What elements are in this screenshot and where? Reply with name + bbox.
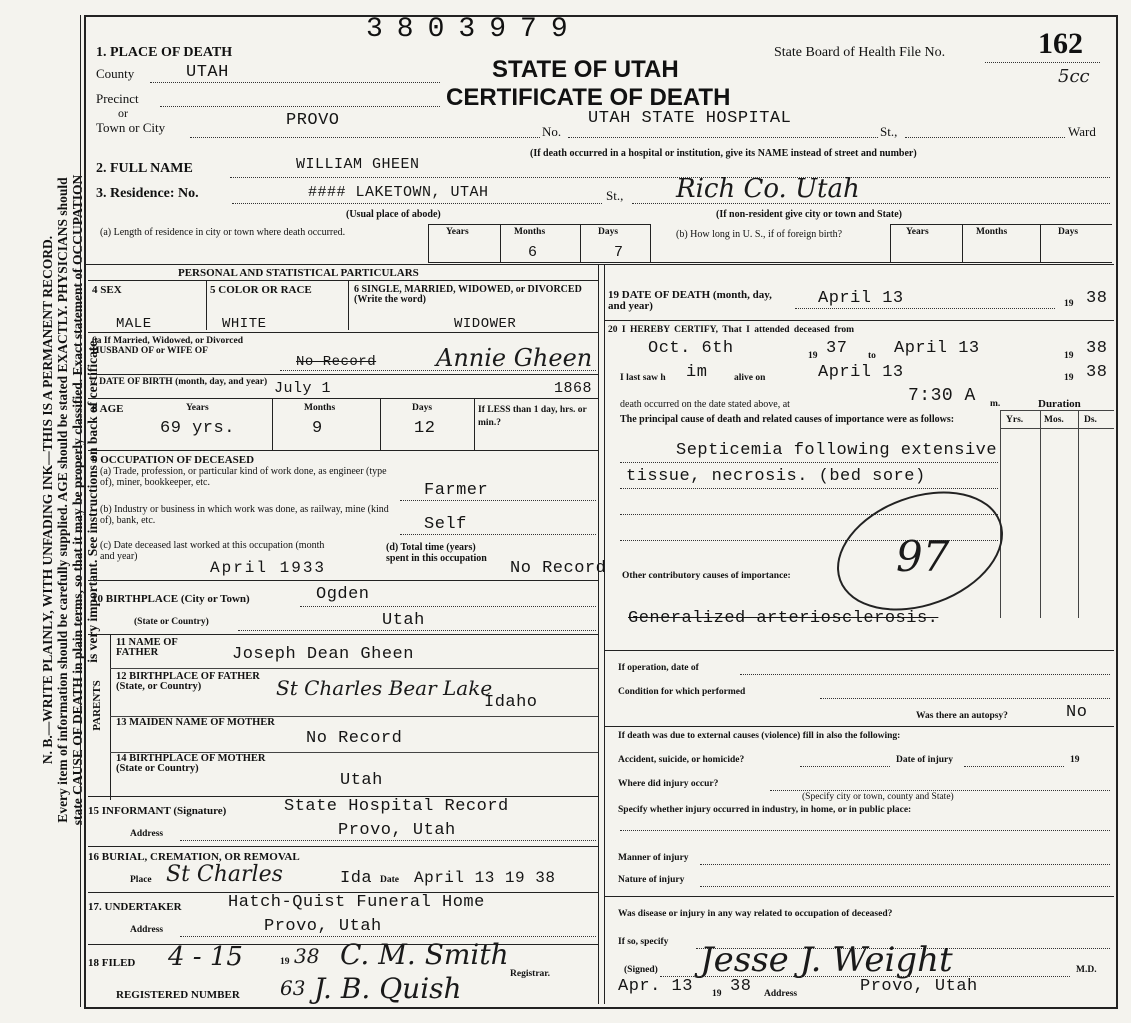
us-box-bottom [650, 262, 1112, 263]
father-birthplace-handwritten: St Charles Bear Lake [276, 676, 493, 700]
duration-mos-label: Mos. [1044, 415, 1064, 425]
occupation-row-bottom [88, 580, 598, 581]
residence-label: 3. Residence: No. [96, 186, 199, 201]
if-so-label: If so, specify [618, 937, 669, 947]
registrar-signature: C. M. Smith [340, 938, 509, 971]
duration-header-bottom [1000, 428, 1114, 429]
state-title: STATE OF UTAH [492, 56, 679, 83]
dod-line [795, 308, 1055, 309]
injury-date-label: Date of injury [896, 755, 953, 765]
hospital-note: (If death occurred in a hospital or institution, give its NAME instead of street and number) [530, 148, 917, 159]
father-birthplace-value: Idaho [484, 693, 538, 712]
age-days-label: Days [412, 403, 433, 413]
cause-line-1: Septicemia following extensive [676, 441, 998, 460]
burial-label: 16 BURIAL, CREMATION, OR REMOVAL [88, 851, 300, 863]
occupation-c-label: (c) Date deceased last worked at this occupation (month and year) [100, 540, 325, 562]
length-days-label: Days [598, 227, 619, 237]
age-label: 8 AGE [92, 403, 124, 415]
usual-abode-note: (Usual place of abode) [346, 209, 441, 220]
age-row-bottom [88, 450, 598, 451]
sign-year: 38 [730, 977, 752, 996]
occupation-d-label: (d) Total time (years) spent in this occupation [386, 542, 487, 564]
registered-number: 63 [280, 976, 306, 1000]
attended-to: April 13 [894, 339, 980, 358]
filed-year-prefix: 19 [280, 957, 290, 967]
physician-signature: Jesse J. Weight [700, 940, 953, 980]
informant-address-line [180, 840, 596, 841]
dob-value: July 1 [274, 380, 332, 397]
birthplace-state-label: (State or Country) [134, 617, 209, 627]
duration-yrs-label: Yrs. [1006, 415, 1024, 425]
father-value: Joseph Dean Gheen [232, 645, 414, 664]
side-note-line3: state CAUSE OF DEATH in plain terms, so that it may be properly classified. Exact statement of OCCUPATION [70, 174, 85, 826]
occupation-line [400, 500, 596, 501]
occupation-b-label: (b) Industry or business in which work was done, as railway, mine (kind of), bank, etc. [100, 504, 389, 526]
mother-label: 13 MAIDEN NAME OF MOTHER [116, 717, 275, 728]
non-resident-note: (If non-resident give city or town and State) [716, 209, 903, 220]
age-div3 [474, 398, 475, 450]
length-label: (a) Length of residence in city or town where death occurred. [100, 227, 346, 238]
external-label: If death was due to external causes (violence) fill in also the following: [618, 731, 901, 741]
length-months-label: Months [514, 227, 546, 237]
father-label: 11 NAME OF FATHER [116, 637, 178, 658]
sex-value: MALE [116, 316, 152, 332]
sex-row-bottom [88, 332, 598, 333]
mother-birthplace-label: 14 BIRTHPLACE OF MOTHER (State or Country) [116, 753, 266, 774]
length-box-div1 [500, 224, 501, 262]
cause-line-2-rule [620, 488, 998, 489]
duration-header-top [1000, 410, 1114, 411]
injury-date-line [964, 766, 1064, 767]
us-box-top [890, 224, 1112, 225]
column-divider-2 [604, 264, 605, 1004]
town-line [190, 137, 540, 138]
age-div1 [272, 398, 273, 450]
spouse-handwritten: Annie Gheen [436, 344, 593, 372]
signed-label: (Signed) [624, 965, 658, 975]
side-note-line1: N. B.—WRITE PLAINLY, WITH UNFADING INK—THIS IS A PERMANENT RECORD. [40, 235, 55, 765]
last-worked-value: April 1933 [210, 559, 327, 577]
main-top-line [84, 264, 1114, 265]
informant-row-bottom [88, 846, 598, 847]
specify-city-note: (Specify city or town, county and State) [802, 792, 954, 802]
death-hour-label: death occurred on the date stated above, at [620, 399, 790, 410]
alive-label: alive on [734, 373, 766, 383]
to-year-prefix: 19 [1064, 351, 1074, 361]
length-years-label: Years [446, 227, 469, 237]
last-saw-label: I last saw h [620, 373, 666, 383]
age-years-label: Years [186, 403, 209, 413]
autopsy-row-bottom [604, 726, 1114, 727]
color-value: WHITE [222, 316, 267, 332]
dod-year-prefix: 19 [1064, 299, 1074, 309]
where-line [770, 790, 1110, 791]
condition-label: Condition for which performed [618, 687, 746, 697]
marital-value: WIDOWER [454, 316, 517, 332]
side-note-line4: is very important. See instructions on back of certificate. [85, 337, 100, 663]
dob-row-bottom [88, 398, 598, 399]
us-box-left [890, 224, 891, 262]
town-label: Town or City [96, 120, 166, 135]
us-years-label: Years [906, 227, 929, 237]
mother-birthplace-value: Utah [340, 771, 383, 790]
death-hour: 7:30 A [908, 386, 976, 406]
birthplace-state: Utah [382, 611, 425, 630]
color-marital-div [348, 280, 349, 330]
file-note: 5cc [1058, 66, 1090, 87]
spouse-struck: No Record [296, 354, 377, 370]
full-name-value: WILLIAM GHEEN [296, 156, 420, 173]
other-causes: Generalized arteriosclerosis. [628, 609, 939, 628]
hospital-line [568, 137, 878, 138]
filed-date: 4 - 15 [168, 942, 243, 972]
industry-value: Self [424, 515, 467, 534]
condition-line [820, 698, 1110, 699]
town-value: PROVO [286, 111, 340, 130]
birthplace-label: 10 BIRTHPLACE (City or Town) [92, 593, 250, 605]
county-line [150, 82, 440, 83]
injury-year: 19 [1070, 755, 1080, 765]
attended-to-year: 38 [1086, 339, 1108, 358]
residence-handwritten: Rich Co. Utah [676, 174, 860, 204]
alive-year: 38 [1086, 363, 1108, 382]
residence-value: #### LAKETOWN, UTAH [308, 184, 489, 201]
certify-label: 20 I HEREBY CERTIFY, That I attended deceased from [608, 325, 855, 335]
color-label: 5 COLOR OR RACE [210, 284, 312, 296]
specify-industry-label: Specify whether injury occurred in industry, in home, or in public place: [618, 805, 912, 815]
sex-label: 4 SEX [92, 284, 122, 296]
sex-color-div [206, 280, 207, 330]
autopsy-value: No [1066, 703, 1088, 722]
dob-year: 1868 [554, 380, 593, 397]
operation-label: If operation, date of [618, 663, 699, 673]
hospital-value: UTAH STATE HOSPITAL [588, 109, 792, 128]
st-label: St., [880, 124, 898, 139]
informant-address: Provo, Utah [338, 821, 456, 840]
accident-line [800, 766, 890, 767]
undertaker-label: 17. UNDERTAKER [88, 901, 182, 913]
parents-side-label: PARENTS [90, 680, 103, 731]
dob-label: 7 DATE OF BIRTH (month, day, and year) [92, 377, 268, 387]
age-years-value: 69 yrs. [160, 419, 235, 438]
length-box-div2 [580, 224, 581, 262]
age-months-value: 9 [312, 419, 323, 438]
from-year-prefix: 19 [808, 351, 818, 361]
frame-inner-left [80, 15, 81, 1007]
precinct-label: Precinct [96, 91, 139, 106]
length-box-bottom [428, 262, 650, 263]
column-divider [598, 264, 599, 1004]
md-label: M.D. [1076, 965, 1097, 975]
attended-from: Oct. 6th [648, 339, 734, 358]
birthplace-city: Ogden [316, 585, 370, 604]
where-label: Where did injury occur? [618, 779, 719, 789]
cause-label: The principal cause of death and related causes of importance were as follows: [620, 414, 955, 425]
manner-label: Manner of injury [618, 853, 689, 863]
us-box-div1 [962, 224, 963, 262]
nature-line [700, 886, 1110, 887]
full-name-line [230, 177, 1110, 178]
certificate-title: CERTIFICATE OF DEATH [446, 84, 731, 111]
dod-year: 38 [1086, 289, 1108, 308]
nature-label: Nature of injury [618, 875, 685, 885]
manner-line [700, 864, 1110, 865]
side-note-line2: Every item of information should be carefully supplied. AGE should be stated EXACTLY. PHYSICIANS should [55, 177, 70, 823]
us-box-div2 [1040, 224, 1041, 262]
attended-from-year: 37 [826, 339, 848, 358]
duration-ds-label: Ds. [1084, 415, 1097, 425]
dod-row-bottom [604, 320, 1114, 321]
marital-label: 6 SINGLE, MARRIED, WIDOWED, or DIVORCED (Write the word) [354, 284, 582, 305]
undertaker-address-line [180, 936, 596, 937]
age-months-label: Months [304, 403, 336, 413]
father-birthplace-label: 12 BIRTHPLACE OF FATHER (State, or Country) [116, 671, 260, 692]
birthplace-line [300, 606, 596, 607]
m-label: m. [990, 399, 1001, 409]
father-row-bottom [110, 668, 598, 669]
spouse-label: 6a If Married, Widowed, or Divorced HUSBAND OF or WIFE OF [92, 336, 244, 356]
registered-signature: J. B. Quish [314, 972, 462, 1005]
autopsy-label: Was there an autopsy? [916, 711, 1008, 721]
occupation-a-label: (a) Trade, profession, or particular kind of work done, as engineer (type of), miner, bookkeeper, etc. [100, 466, 387, 488]
or-label: or [118, 106, 128, 120]
residence-st-label: St., [606, 188, 624, 203]
precinct-line [160, 106, 440, 107]
date-of-death: April 13 [818, 289, 904, 308]
registered-number-label: REGISTERED NUMBER [116, 989, 240, 1001]
sign-year-prefix: 19 [712, 989, 722, 999]
county-value: UTAH [186, 63, 229, 82]
mother-value: No Record [306, 729, 403, 748]
burial-place-label: Place [130, 875, 152, 885]
burial-place: Ida [340, 869, 373, 888]
duration-col3 [1078, 410, 1079, 618]
birthplace-row-bottom [88, 634, 598, 635]
to-label: to [868, 351, 876, 361]
certificate-number: 3803979 [366, 14, 582, 45]
file-number-line [985, 62, 1100, 63]
birthplace-state-line [238, 630, 596, 631]
causes-bottom [604, 650, 1114, 651]
occupation-question: Was disease or injury in any way related to occupation of deceased? [618, 909, 893, 919]
sign-date: Apr. 13 [618, 977, 693, 996]
alive-date: April 13 [818, 363, 904, 382]
ward-label: Ward [1068, 124, 1096, 139]
registrar-label: Registrar. [510, 969, 551, 979]
sign-address-label: Address [764, 989, 798, 999]
length-days-value: 7 [614, 244, 624, 261]
other-causes-label: Other contributory causes of importance: [622, 571, 791, 581]
duration-col2 [1040, 410, 1041, 618]
last-saw-him: im [686, 363, 708, 382]
age-div2 [380, 398, 381, 450]
less-label: If LESS than 1 day, hrs. or min.? [478, 405, 587, 428]
no-label: No. [542, 124, 562, 139]
ward-line [905, 137, 1065, 138]
us-months-label: Months [976, 227, 1008, 237]
personal-heading: PERSONAL AND STATISTICAL PARTICULARS [178, 267, 419, 279]
residence-line [232, 203, 602, 204]
cause-code: 97 [896, 532, 950, 581]
burial-date: April 13 19 38 [414, 869, 556, 887]
length-box-top [428, 224, 650, 225]
informant-address-label: Address [130, 829, 164, 839]
undertaker-address-label: Address [130, 925, 164, 935]
undertaker-address: Provo, Utah [264, 917, 382, 936]
nature-row-bottom [604, 896, 1114, 897]
length-months-value: 6 [528, 244, 538, 261]
occupation-heading: 9 OCCUPATION OF DECEASED [92, 454, 255, 466]
county-label: County [96, 66, 135, 81]
informant-value: State Hospital Record [284, 797, 509, 816]
industry-line [400, 534, 596, 535]
alive-year-prefix: 19 [1064, 373, 1074, 383]
sign-address: Provo, Utah [860, 977, 978, 996]
accident-label: Accident, suicide, or homicide? [618, 755, 745, 765]
occupation-value: Farmer [424, 481, 489, 500]
length-box-right [650, 224, 651, 262]
spouse-row-bottom [88, 374, 598, 375]
parents-side-divider [110, 634, 111, 800]
total-time-value: No Record [510, 559, 607, 578]
cause-line-1-rule [620, 462, 998, 463]
filed-year: 38 [294, 944, 320, 968]
file-number-label: State Board of Health File No. [774, 45, 946, 60]
burial-date-label: Date [380, 875, 399, 885]
duration-col1 [1000, 410, 1001, 618]
file-number: 162 [1038, 27, 1083, 60]
length-box-left [428, 224, 429, 262]
us-label: (b) How long in U. S., if of foreign birth? [676, 229, 843, 240]
age-days-value: 12 [414, 419, 436, 438]
place-of-death-heading: 1. PLACE OF DEATH [96, 45, 233, 60]
cause-line-2: tissue, necrosis. (bed sore) [626, 467, 926, 486]
industry-line [620, 830, 1110, 831]
undertaker-value: Hatch-Quist Funeral Home [228, 893, 485, 912]
us-days-label: Days [1058, 227, 1079, 237]
filed-label: 18 FILED [88, 957, 136, 969]
date-of-death-label: 19 DATE OF DEATH (month, day, and year) [608, 289, 772, 312]
burial-place-handwritten: St Charles [166, 862, 283, 887]
personal-heading-line [88, 280, 598, 281]
informant-label: 15 INFORMANT (Signature) [88, 805, 227, 817]
full-name-label: 2. FULL NAME [96, 161, 193, 176]
operation-line [740, 674, 1110, 675]
duration-label: Duration [1038, 398, 1081, 410]
